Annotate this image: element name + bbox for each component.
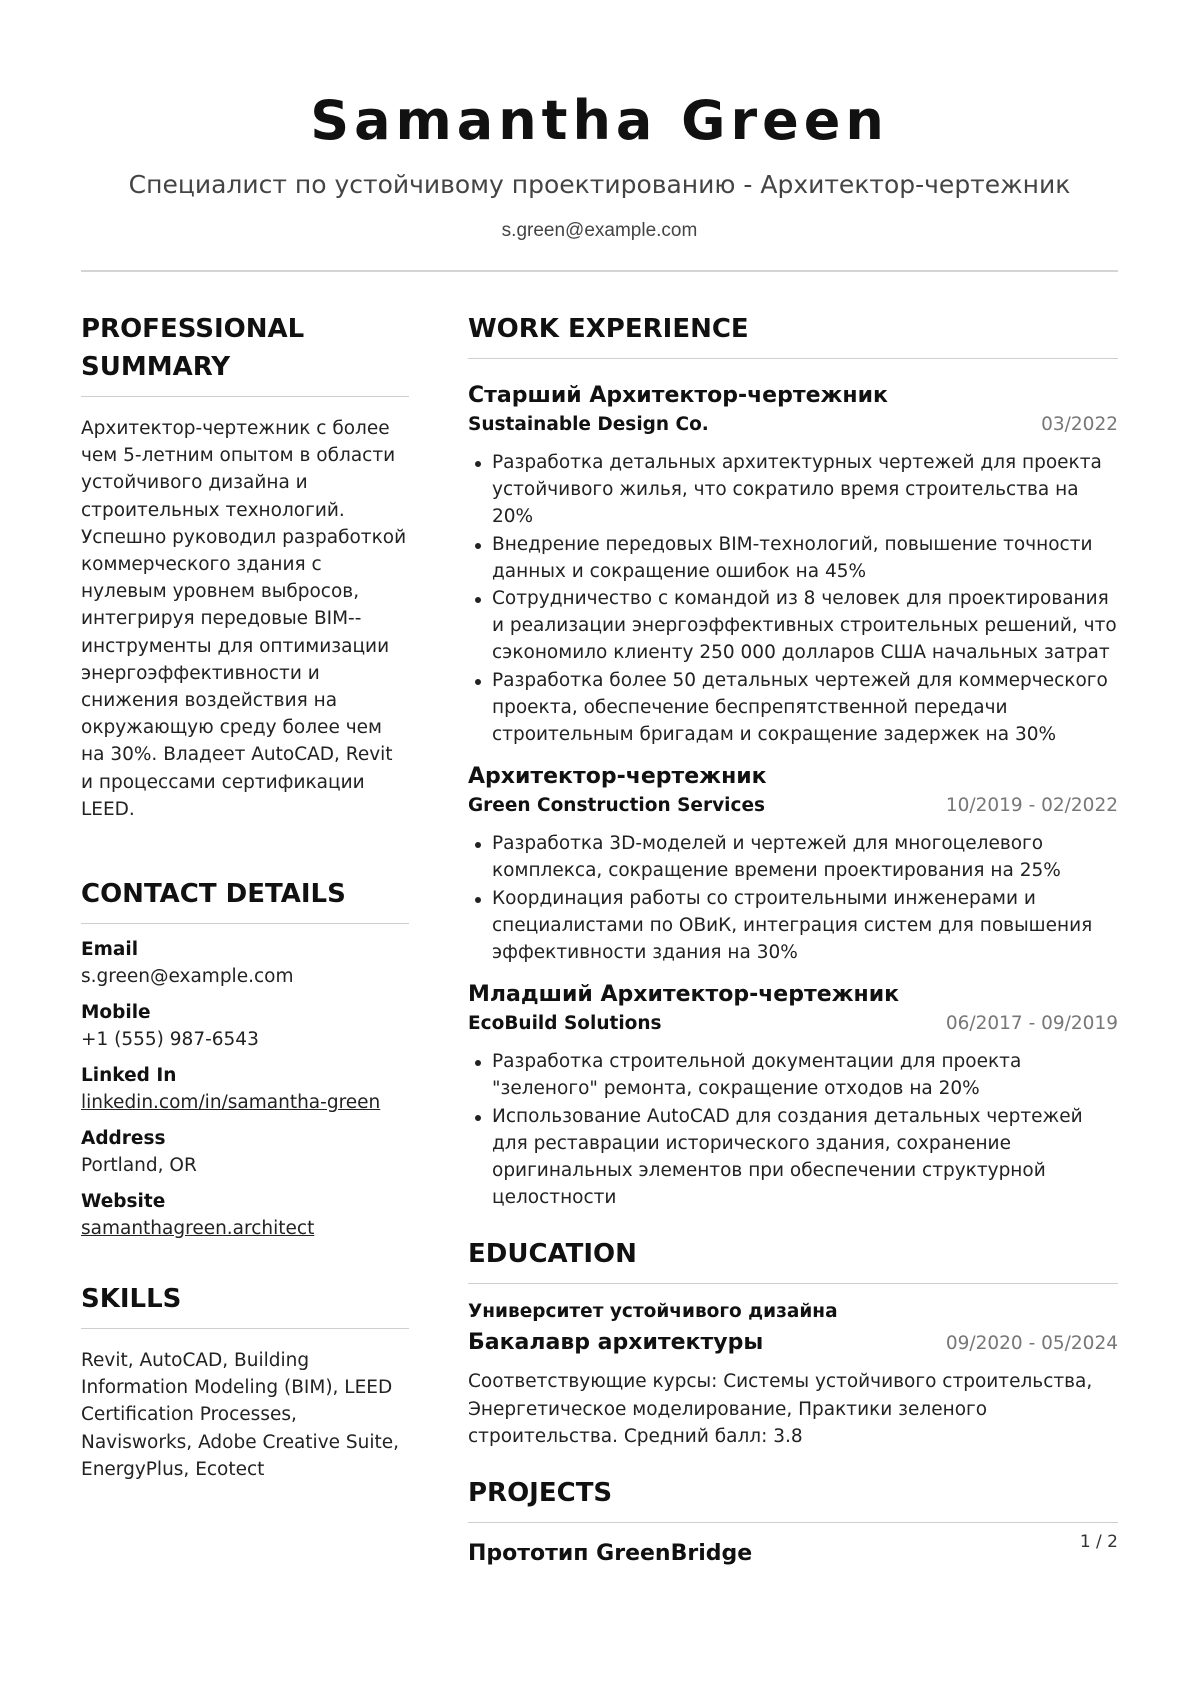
resume-page	[81, 0, 1118, 1683]
job-bullets	[468, 1048, 1118, 1211]
website-link[interactable]: samanthagreen.architect	[81, 1218, 315, 1240]
job-meta	[468, 411, 1118, 439]
contact-label: Address	[81, 1128, 166, 1150]
education-degree: Бакалавр архитектуры	[468, 1330, 764, 1356]
job-bullet: Координация работы со строительными инженерами и специалистами по ОВиК, интеграция систем для повышения эффективности здания на 30%	[468, 885, 1118, 967]
summary-section	[81, 310, 409, 823]
section-divider	[468, 1522, 1118, 1523]
resume-header	[81, 0, 1118, 272]
job-bullet: Сотрудничество с командой из 8 человек для проектирования и реализации энергоэффективных строительных решений, что сэкономило клиенту 250 000 долларов США начальных затрат	[468, 585, 1118, 667]
job-bullet: Разработка более 50 детальных чертежей для коммерческого проекта, обеспечение беспрепятственной передачи строительным бригадам и сокращение задержек на 30%	[468, 667, 1118, 749]
contact-email	[81, 936, 409, 990]
job-bullet: Разработка 3D-моделей и чертежей для многоцелевого комплекса, сокращение времени проектирования на 25%	[468, 830, 1118, 884]
section-divider	[81, 1328, 409, 1329]
skills-heading: SKILLS	[81, 1284, 182, 1315]
job-entry	[468, 381, 1118, 748]
job-bullet: Разработка детальных архитектурных чертежей для проекта устойчивого жилья, что сократило время строительства на 20%	[468, 449, 1118, 531]
section-divider	[81, 396, 409, 397]
contact-section	[81, 875, 409, 1242]
job-bullet: Использование AutoCAD для создания детальных чертежей для реставрации исторического здания, сохранение оригинальных элементов при обеспечении структурной целостности	[468, 1103, 1118, 1212]
job-role: Старший Архитектор-чертежник	[468, 383, 888, 408]
section-divider	[468, 1283, 1118, 1284]
contact-mobile-value: +1 (555) 987-6543	[81, 1029, 259, 1051]
job-role: Архитектор-чертежник	[468, 764, 767, 790]
education-school: Университет устойчивого дизайна	[468, 1301, 838, 1323]
summary-text: Архитектор-чертежник с более чем 5-летним опытом в области устойчивого дизайна и строительных технологий. Успешно руководил разработкой коммерческого здания с нулевым уровнем выбросов, интегрируя передовые BIM-- инструменты для оптимизации энергоэффективности и снижения воздействия на окружающую среду более чем на 30%. Владеет AutoCAD, Revit и процессами сертификации LEED.	[81, 418, 407, 820]
job-role: Младший Архитектор-чертежник	[468, 982, 900, 1008]
page-number: 1 / 2	[1079, 1532, 1118, 1552]
resume-columns	[81, 310, 1118, 1569]
contact-mobile	[81, 999, 409, 1053]
contact-email-value: s.green@example.com	[81, 966, 294, 988]
projects-section	[468, 1474, 1118, 1569]
job-company: EcoBuild Solutions	[468, 1013, 662, 1035]
job-bullets	[468, 449, 1118, 748]
candidate-title: Специалист по устойчивому проектированию - Архитектор-чертежник	[128, 170, 1071, 199]
job-company: Green Construction Services	[468, 795, 766, 817]
job-dates: 06/2017 - 09/2019	[945, 1013, 1118, 1035]
contact-list	[81, 936, 409, 1242]
contact-heading: CONTACT DETAILS	[81, 879, 346, 910]
contact-label: Email	[81, 939, 139, 961]
candidate-name: Samantha Green	[310, 89, 889, 152]
contact-website	[81, 1188, 409, 1242]
project-name: Прототип GreenBridge	[468, 1541, 753, 1567]
contact-address-value: Portland, OR	[81, 1155, 197, 1177]
education-dates: 09/2020 - 05/2024	[945, 1333, 1118, 1355]
job-bullet: Внедрение передовых BIM-технологий, повышение точности данных и сокращение ошибок на 45%	[468, 531, 1118, 585]
job-meta	[468, 792, 1118, 820]
education-heading: EDUCATION	[468, 1239, 637, 1270]
linkedin-link[interactable]: linkedin.com/in/samantha-green	[81, 1092, 381, 1114]
contact-label: Website	[81, 1191, 166, 1213]
job-meta	[468, 1010, 1118, 1038]
job-entry	[468, 980, 1118, 1211]
skills-section	[81, 1280, 409, 1483]
job-bullets	[468, 830, 1118, 966]
contact-label: Mobile	[81, 1002, 151, 1024]
right-column	[468, 310, 1118, 1569]
section-divider	[468, 358, 1118, 359]
job-entry	[468, 762, 1118, 966]
header-divider	[81, 270, 1118, 272]
contact-label: Linked In	[81, 1065, 177, 1087]
section-divider	[81, 923, 409, 924]
work-section	[468, 310, 1118, 1211]
job-dates: 10/2019 - 02/2022	[945, 795, 1118, 817]
summary-heading: PROFESSIONAL SUMMARY	[81, 314, 305, 382]
job-bullet: Разработка строительной документации для проекта "зеленого" ремонта, сокращение отходов на 20%	[468, 1048, 1118, 1102]
contact-linkedin	[81, 1062, 409, 1116]
education-section	[468, 1235, 1118, 1450]
education-meta	[468, 1328, 1118, 1358]
skills-text: Revit, AutoCAD, Building Information Modeling (BIM), LEED Certification Processes, Navisworks, Adobe Creative Suite, EnergyPlus, Ecotect	[81, 1350, 400, 1480]
job-company: Sustainable Design Co.	[468, 414, 709, 435]
education-description: Соответствующие курсы: Системы устойчивого строительства, Энергетическое моделирование, Практики зеленого строительства. Средний балл: 3.8	[468, 1371, 1093, 1447]
left-column	[81, 310, 409, 1569]
header-email: s.green@example.com	[501, 220, 698, 241]
projects-heading: PROJECTS	[468, 1478, 613, 1509]
work-heading: WORK EXPERIENCE	[468, 314, 749, 344]
contact-address	[81, 1125, 409, 1179]
job-dates: 03/2022	[1041, 414, 1118, 435]
